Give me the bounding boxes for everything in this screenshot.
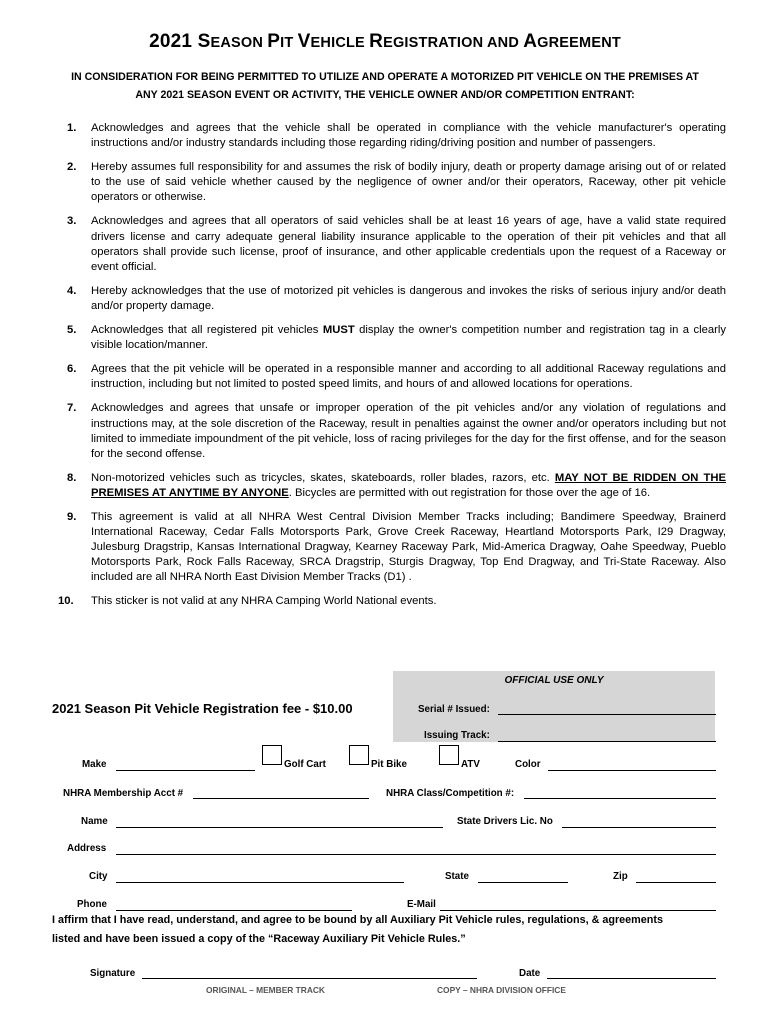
state-input[interactable] bbox=[478, 882, 568, 883]
name-label: Name bbox=[81, 816, 108, 827]
issuing-track-input[interactable] bbox=[498, 741, 716, 742]
zip-label: Zip bbox=[613, 871, 628, 882]
official-use-title: OFFICIAL USE ONLY bbox=[504, 675, 604, 686]
intro-line-2: ANY 2021 SEASON EVENT OR ACTIVITY, THE VEHICLE OWNER AND/OR COMPETITION ENTRANT: bbox=[135, 89, 635, 101]
intro-line-1: IN CONSIDERATION FOR BEING PERMITTED TO UTILIZE AND OPERATE A MOTORIZED PIT VEHICLE ON THE PREMISES AT bbox=[71, 71, 699, 83]
class-label: NHRA Class/Competition #: bbox=[386, 788, 515, 799]
atv-checkbox[interactable] bbox=[439, 745, 459, 765]
phone-label: Phone bbox=[77, 899, 107, 910]
license-input[interactable] bbox=[562, 827, 716, 828]
term-item: 7. Acknowledges and agrees that unsafe or improper operation of the pit vehicles and/or any violation of regulations and instructions may, at the sole discretion of the Raceway, result in penalties against the owner and/or operators including but not limited to immediate impoundment of the pit vehicle, loss of racing privileges for the day for the first offense, and for the season for the second offense. bbox=[67, 402, 726, 460]
membership-label: NHRA Membership Acct # bbox=[63, 788, 184, 799]
serial-input[interactable] bbox=[498, 714, 716, 715]
terms-list bbox=[58, 121, 726, 619]
footer-original: ORIGINAL – MEMBER TRACK bbox=[206, 985, 325, 995]
make-input[interactable] bbox=[116, 770, 255, 771]
zip-input[interactable] bbox=[636, 882, 716, 883]
city-input[interactable] bbox=[116, 882, 404, 883]
term-item: 1. Acknowledges and agrees that the vehicle shall be operated in compliance with the vehicle manufacturer's operating instructions and/or industry standards including those regarding riding/driving position and number of passengers. bbox=[67, 122, 726, 150]
make-label: Make bbox=[82, 759, 107, 770]
intro-paragraph bbox=[40, 68, 730, 104]
golf-cart-checkbox[interactable] bbox=[262, 745, 282, 765]
pit-bike-label: Pit Bike bbox=[371, 759, 407, 770]
date-label: Date bbox=[519, 968, 541, 979]
atv-label: ATV bbox=[461, 759, 480, 770]
city-label: City bbox=[89, 871, 108, 882]
issuing-track-label: Issuing Track: bbox=[424, 730, 490, 741]
address-label: Address bbox=[67, 843, 107, 854]
signature-input[interactable] bbox=[142, 978, 477, 979]
email-label: E-Mail bbox=[407, 899, 436, 910]
state-label: State bbox=[445, 871, 469, 882]
term-item: 10. This sticker is not valid at any NHRA Camping World National events. bbox=[58, 595, 437, 608]
term-item: 8. Non-motorized vehicles such as tricycles, skates, skateboards, roller blades, razors, etc. MAY NOT BE RIDDEN ON THE PREMISES AT ANYTIME BY ANYONE. Bicycles are permitted with out registration for those over the age of 16. bbox=[67, 471, 726, 499]
term-item: 2. Hereby assumes full responsibility for and assumes the risk of bodily injury, death or property damage arising out of or related to the use of said vehicle whether caused by the negligence of owner and/or their operators, Raceway, other pit vehicle operators or otherwise. bbox=[67, 161, 726, 204]
pit-bike-checkbox[interactable] bbox=[349, 745, 369, 765]
color-input[interactable] bbox=[548, 770, 716, 771]
term-item: 5. Acknowledges that all registered pit vehicles MUST display the owner's competition number and registration tag in a clearly visible location/manner. bbox=[67, 324, 726, 352]
term-item: 3. Acknowledges and agrees that all operators of said vehicles shall be at least 16 years of age, have a valid state required drivers license and carry adequate general liability insurance applicable to the operation of their pit vehicles and that all operators shall provide such license, proof of insurance, and other applicable credentials upon the request of a Raceway or event official. bbox=[67, 215, 726, 273]
golf-cart-label: Golf Cart bbox=[284, 759, 326, 770]
serial-label: Serial # Issued: bbox=[418, 704, 490, 715]
address-input[interactable] bbox=[116, 854, 716, 855]
name-input[interactable] bbox=[116, 827, 443, 828]
footer-copy: COPY – NHRA DIVISION OFFICE bbox=[437, 985, 566, 995]
date-input[interactable] bbox=[547, 978, 716, 979]
color-label: Color bbox=[515, 759, 541, 770]
class-input[interactable] bbox=[524, 798, 716, 799]
term-item: 6. Agrees that the pit vehicle will be operated in a responsible manner and according to all additional Raceway regulations and instruction, including but not limited to posted speed limits, and hours of and allowed locations for operations. bbox=[67, 363, 726, 391]
registration-fee: 2021 Season Pit Vehicle Registration fee - $10.00 bbox=[52, 701, 353, 716]
term-item: 9. This agreement is valid at all NHRA West Central Division Member Tracks including; Bandimere Speedway, Brainerd International Raceway, Cedar Falls Motorsports Park, Grove Creek Raceway, Heartland Motorsports Park, I29 Dragway, Julesburg Dragstrip, Kansas International Dragway, Kearney Raceway Park, Mid-America Dragway, Oahe Speedway, Pueblo Motorsports Park, Rock Falls Raceway, SRCA Dragstrip, Sturgis Dragway, Top End Dragway, and Tri-State Raceway. Also included are all NHRA North East Division Member Tracks (D1) . bbox=[67, 510, 726, 584]
document-title: 2021 SEASON PIT VEHICLE REGISTRATION AND AGREEMENT bbox=[149, 31, 621, 52]
license-label: State Drivers Lic. No bbox=[457, 816, 553, 827]
signature-label: Signature bbox=[90, 968, 136, 979]
affirmation-text: I affirm that I have read, understand, and agree to be bound by all Auxiliary Pit Vehicle rules, regulations, & agreements listed and have been issued a copy of the “Raceway Auxiliary Pit Vehicle Rules.” bbox=[52, 914, 663, 945]
membership-input[interactable] bbox=[193, 798, 369, 799]
term-item: 4. Hereby acknowledges that the use of motorized pit vehicles is dangerous and invokes the risks of serious injury and/or death and/or property damage. bbox=[67, 284, 726, 312]
